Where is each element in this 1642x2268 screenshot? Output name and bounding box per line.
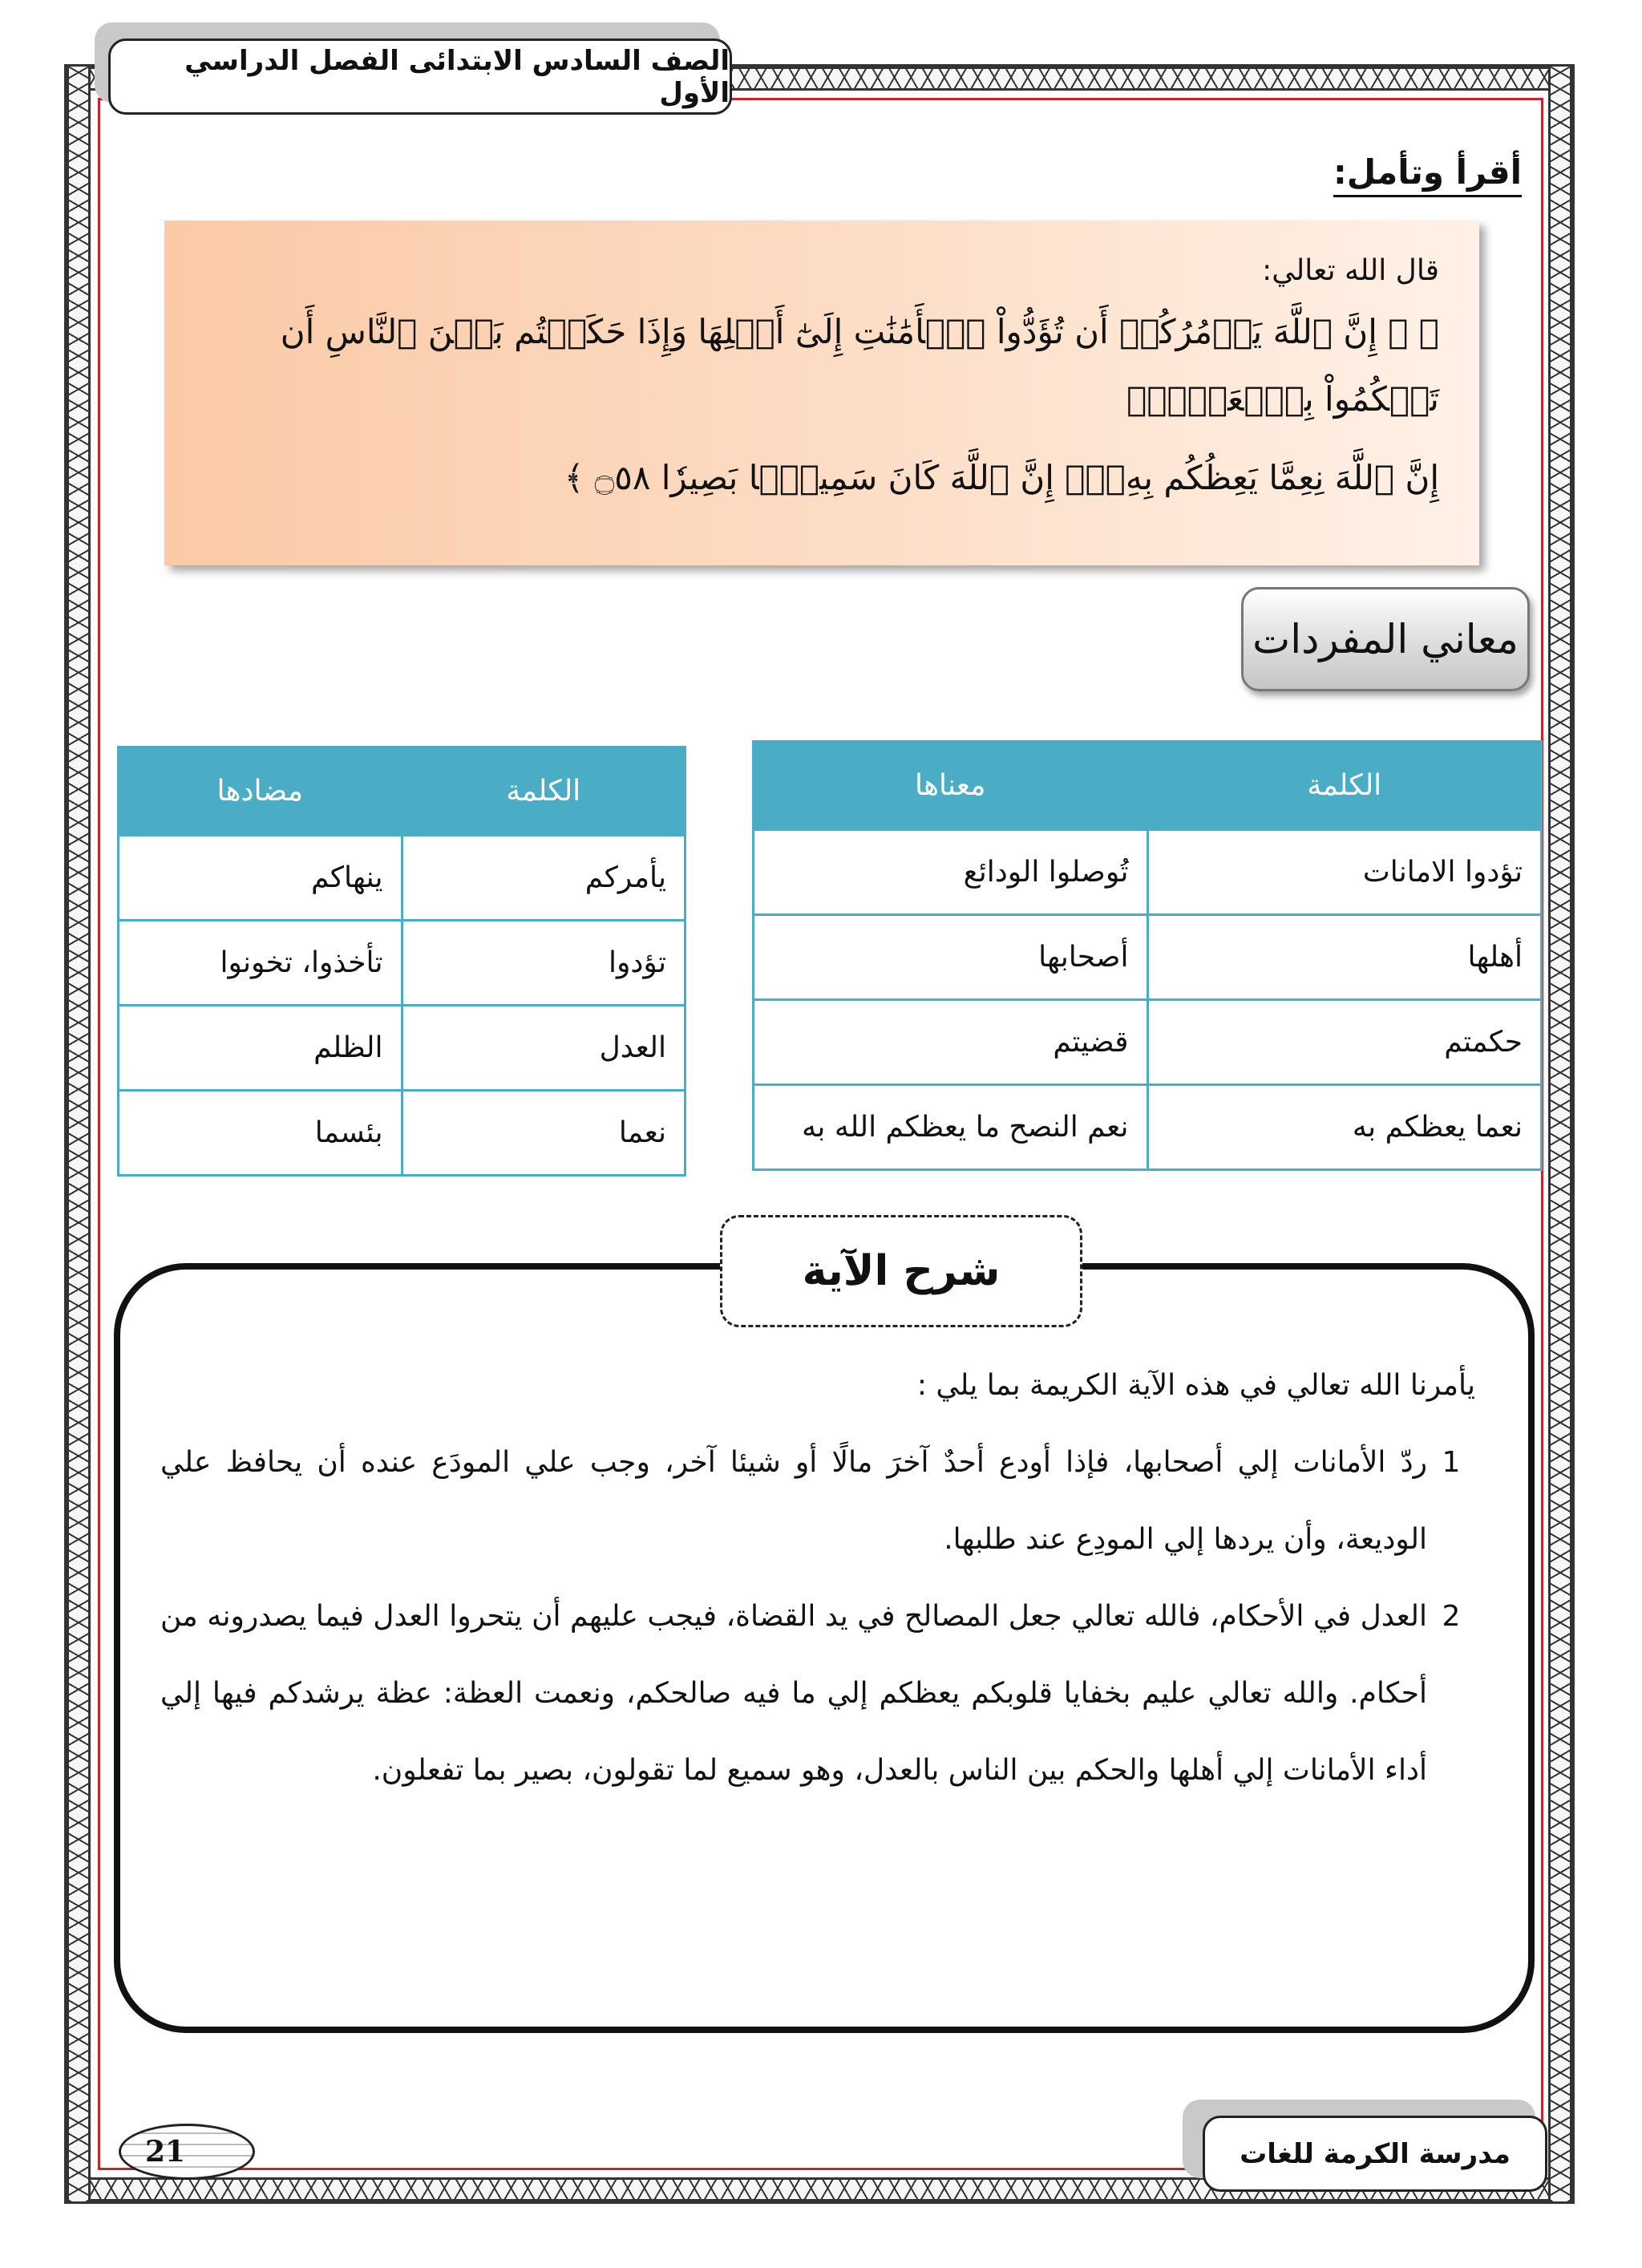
table-cell: نعما xyxy=(402,1091,686,1176)
table-row xyxy=(119,921,686,1006)
table-row xyxy=(119,1006,686,1091)
explanation-text xyxy=(160,1347,1475,1809)
frame-border-right xyxy=(1548,67,1572,2201)
table-cell: تُوصلوا الودائع xyxy=(754,830,1148,915)
explanation-title: شرح الآية xyxy=(720,1215,1082,1327)
meanings-header-meaning: معناها xyxy=(754,742,1148,830)
header-title: الصف السادس الابتدائى الفصل الدراسي الأول xyxy=(108,38,732,115)
opposites-table xyxy=(117,746,686,1177)
table-cell: تأخذوا، تخونوا xyxy=(119,921,402,1006)
table-cell: نعم النصح ما يعظكم الله به xyxy=(754,1085,1148,1170)
verse-intro: قال الله تعالي: xyxy=(1262,254,1439,287)
verse-line-1: ﴿ ۞ إِنَّ ٱللَّهَ يَأۡمُرُكُمۡ أَن تُؤَدُّواْ ٱلۡأَمَٰنَٰتِ إِلَىٰٓ أَهۡلِهَا وَإِذَا حَكَمۡتُم بَيۡنَ ٱلنَّاسِ أَن تَحۡكُمُواْ بِٱلۡعَدۡلِۚ xyxy=(280,312,1439,419)
opposites-header-opposite: مضادها xyxy=(119,747,402,836)
frame-red-line-left xyxy=(98,98,100,2170)
table-cell: نعما يعظكم به xyxy=(1147,1085,1542,1170)
table-cell: قضيتم xyxy=(754,1000,1148,1085)
table-cell: حكمتم xyxy=(1147,1000,1542,1085)
table-row xyxy=(754,1000,1542,1085)
verse-box xyxy=(164,221,1479,565)
table-row xyxy=(754,1085,1542,1170)
table-cell: أصحابها xyxy=(754,915,1148,1000)
meanings-header-word: الكلمة xyxy=(1147,742,1542,830)
table-cell: الظلم xyxy=(119,1006,402,1091)
vocab-section-title: معاني المفردات xyxy=(1241,587,1530,691)
school-name: مدرسة الكرمة للغات xyxy=(1203,2116,1547,2192)
explanation-item xyxy=(160,1578,1475,1809)
table-cell: يأمركم xyxy=(402,836,686,921)
explanation-item xyxy=(160,1424,1475,1578)
opposites-header-word: الكلمة xyxy=(402,747,686,836)
table-cell: تؤدوا الامانات xyxy=(1147,830,1542,915)
verse-line-2: إِنَّ ٱللَّهَ نِعِمَّا يَعِظُكُم بِهِۦٓۗ إِنَّ ٱللَّهَ كَانَ سَمِيعَۢا بَصِيرٗا ۝٥٨ ﴾ xyxy=(564,458,1439,497)
table-cell: العدل xyxy=(402,1006,686,1091)
item-text: العدل في الأحكام، فالله تعالي جعل المصالح في يد القضاة، فيجب عليهم أن يتحروا العدل فيما يصدرونه من أحكام. والله تعالي عليم بخفايا قلوبكم يعظكم إلي ما فيه صالحكم، ونعمت العظة: عظة يرشدكم فيها إلي أداء الأمانات إلي أهلها والحكم بين الناس بالعدل، وهو سميع لما تقولون، بصير بما تفعلون. xyxy=(160,1600,1427,1787)
page-number: 21 xyxy=(119,2124,255,2180)
item-number: 1 xyxy=(1442,1446,1461,1479)
item-text: ردّ الأمانات إلي أصحابها، فإذا أودع أحدٌ آخرَ مالًا أو شيئا آخر، وجب علي المودَع عنده أن يحافظ علي الوديعة، وأن يردها إلي المودِع عند طلبها. xyxy=(160,1446,1427,1556)
table-row xyxy=(119,836,686,921)
item-number: 2 xyxy=(1442,1600,1461,1633)
explanation-intro: يأمرنا الله تعالي في هذه الآية الكريمة بما يلي : xyxy=(916,1369,1475,1402)
frame-border-left xyxy=(67,67,91,2201)
table-row xyxy=(754,830,1542,915)
table-row xyxy=(754,915,1542,1000)
read-section-title: أقرأ وتأمل: xyxy=(1333,152,1522,197)
table-cell: ينهاكم xyxy=(119,836,402,921)
table-cell: تؤدوا xyxy=(402,921,686,1006)
meanings-table xyxy=(752,740,1543,1171)
table-row xyxy=(119,1091,686,1176)
table-cell: أهلها xyxy=(1147,915,1542,1000)
table-cell: بئسما xyxy=(119,1091,402,1176)
